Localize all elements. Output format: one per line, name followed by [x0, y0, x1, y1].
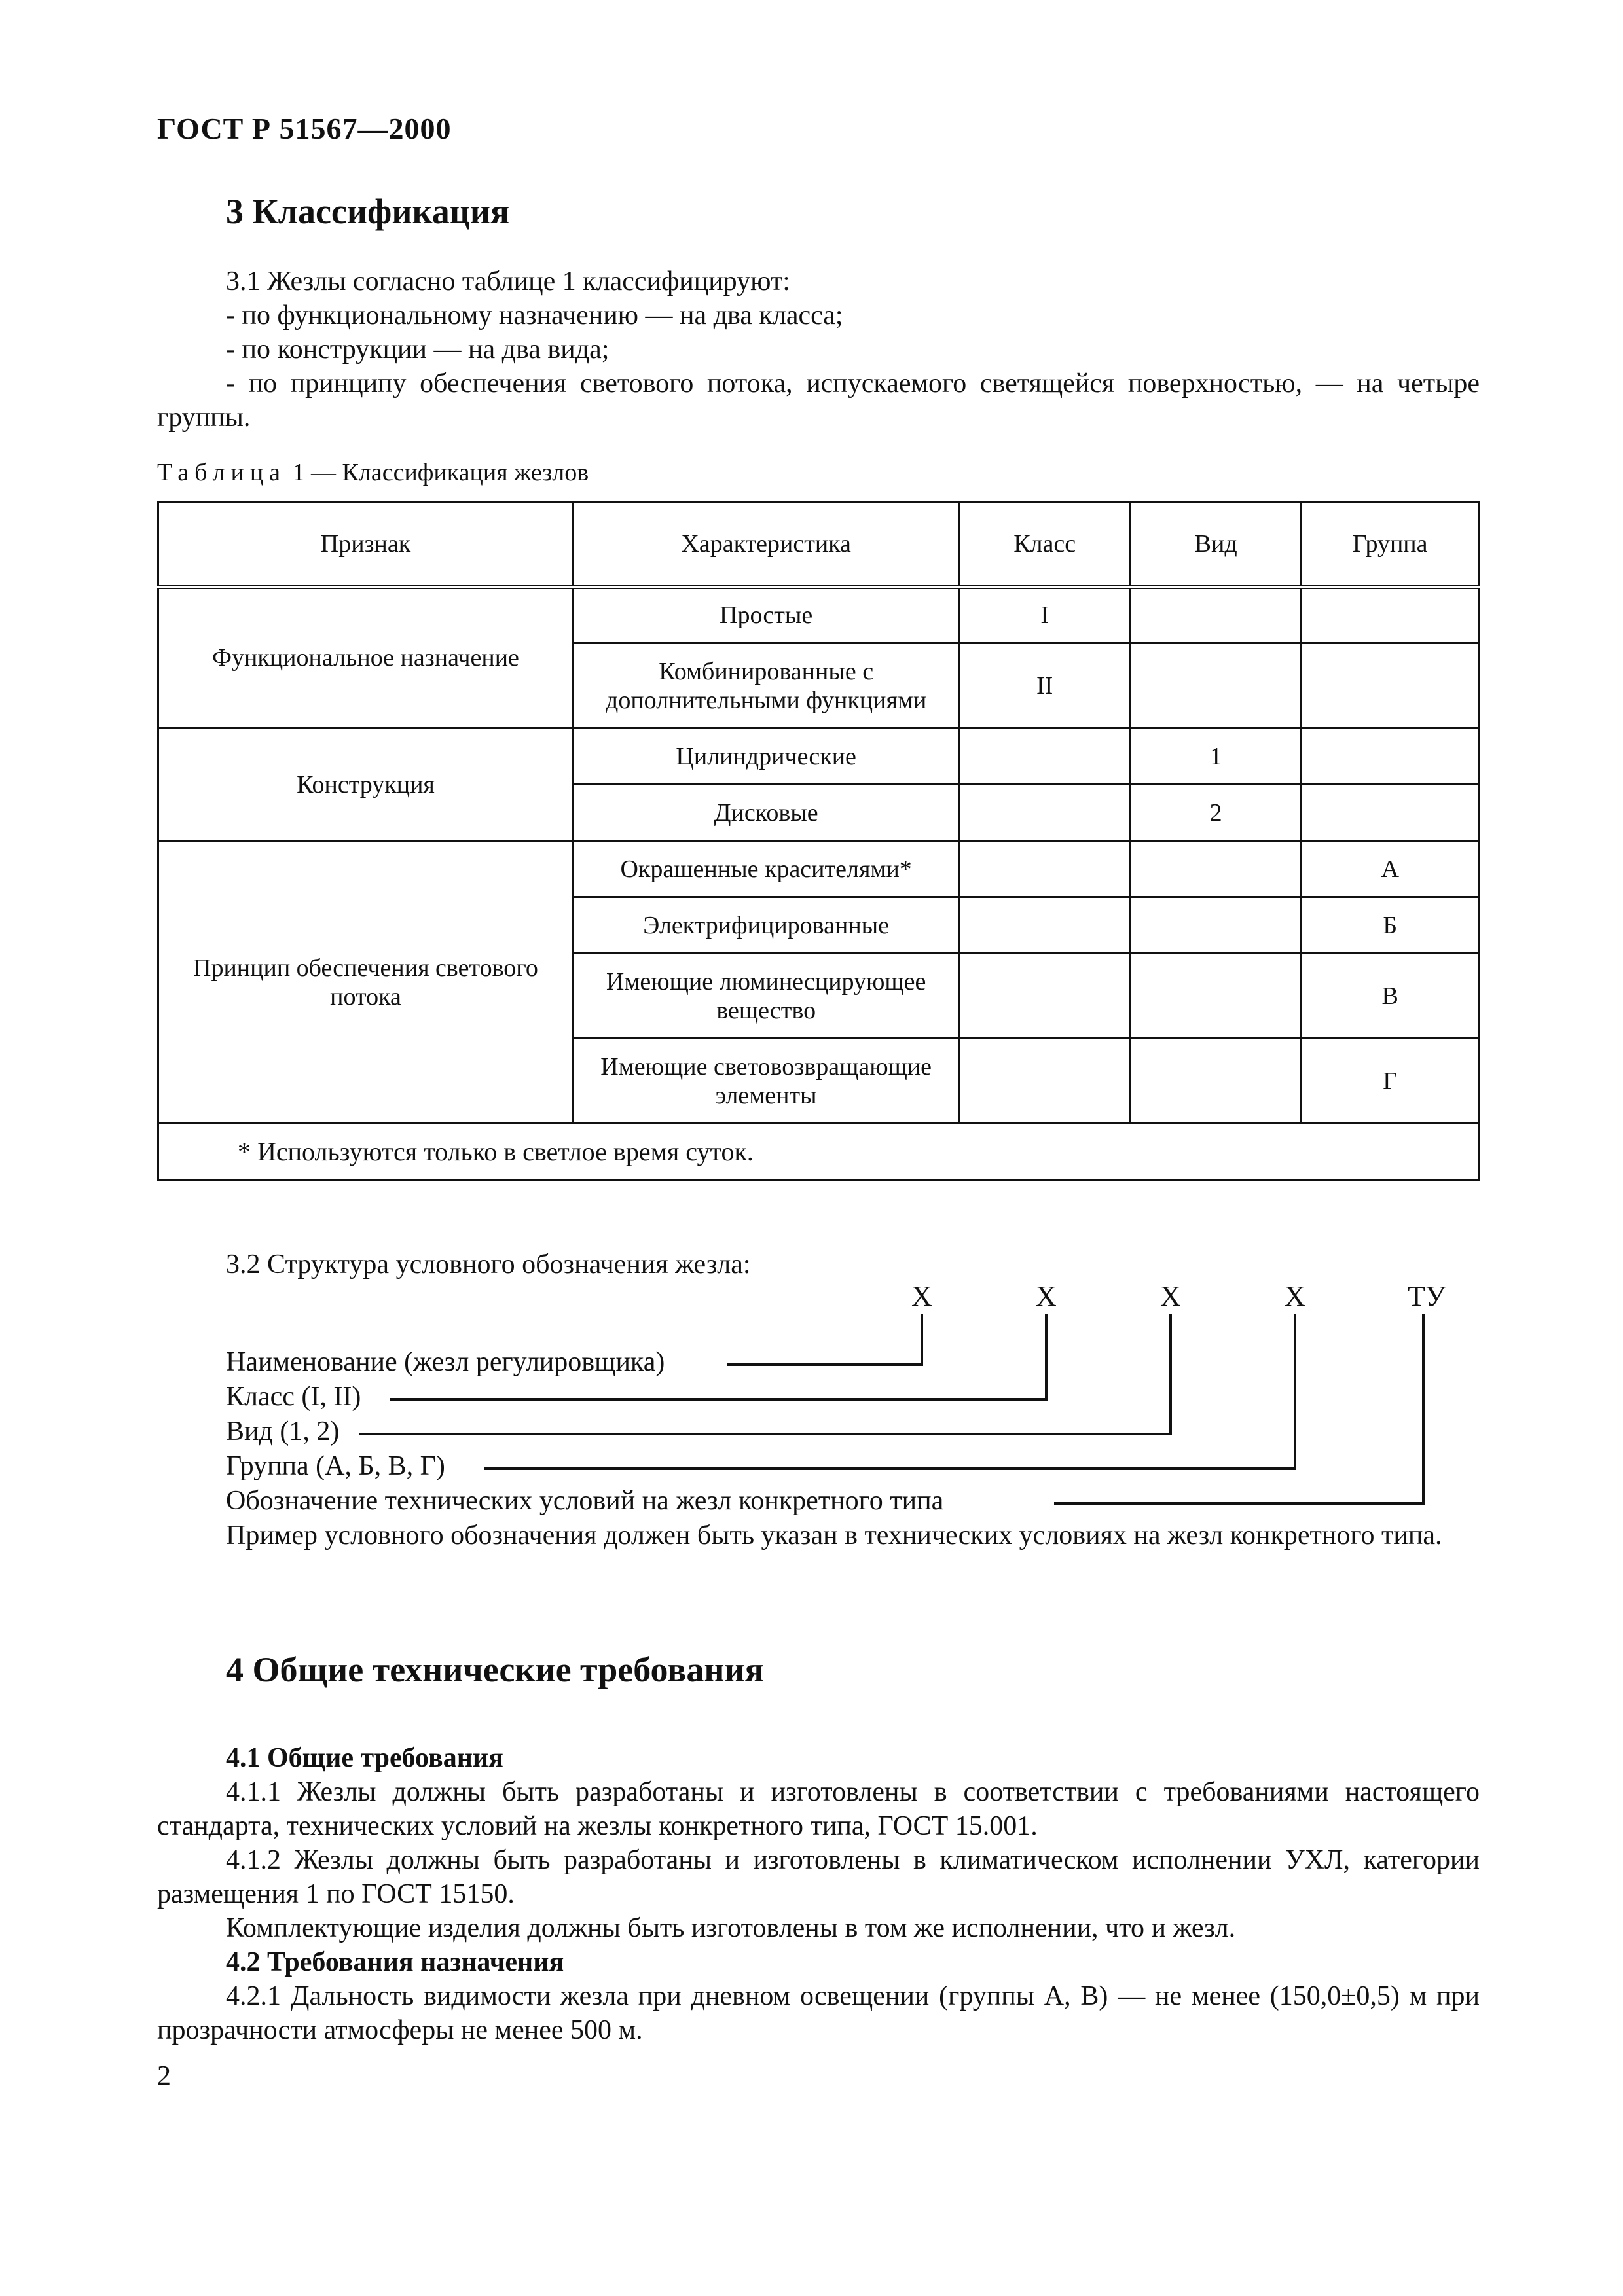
subsection-4-1-title: 4.1 Общие требования: [226, 1743, 503, 1773]
table-cell: [959, 897, 1131, 954]
scheme-letter: Х: [1036, 1280, 1057, 1312]
page-number: 2: [157, 2061, 171, 2091]
table-footnote: * Используются только в светлое время суток.: [158, 1124, 1479, 1180]
table-cell: [959, 728, 1131, 785]
table-cell: [959, 954, 1131, 1039]
table-cell: Комбинированные с дополнительными функциями: [573, 643, 958, 728]
table-cell: [1130, 587, 1301, 643]
table-cell: [1130, 954, 1301, 1039]
scheme-label: Наименование (жезл регулировщика): [226, 1347, 665, 1377]
subsection-4-2-title: 4.2 Требования назначения: [226, 1947, 564, 1977]
table-footnote-row: [158, 1124, 1479, 1180]
connector-line: [1054, 1502, 1425, 1505]
table-cell: Имеющие световозвращающие элементы: [573, 1039, 958, 1124]
paragraph-4-1-2-cont: Комплектующие изделия должны быть изготовлены в том же исполнении, что и жезл.: [226, 1913, 1236, 1943]
table-cell: Б: [1302, 897, 1479, 954]
table-cell: [1130, 841, 1301, 897]
connector-line: [390, 1398, 1048, 1401]
header-cell: Признак: [158, 502, 574, 587]
scheme-letter: Х: [1285, 1280, 1305, 1312]
table-cell: [959, 1039, 1131, 1124]
connector-line: [359, 1433, 1172, 1435]
table-cell: Окрашенные красителями*: [573, 841, 958, 897]
table-row: [158, 841, 1479, 897]
table-cell: Цилиндрические: [573, 728, 958, 785]
table-cell: Имеющие люминесцирующее вещество: [573, 954, 958, 1039]
scheme-label: Обозначение технических условий на жезл конкретного типа: [226, 1486, 944, 1516]
table-cell: 1: [1130, 728, 1301, 785]
table-header-row: [158, 502, 1479, 587]
table-cell: [1302, 643, 1479, 728]
table-cell: [1130, 1039, 1301, 1124]
table-cell: [1302, 728, 1479, 785]
connector-line: [1169, 1314, 1172, 1435]
header-cell: Вид: [1130, 502, 1301, 587]
paragraph-4-1-1: 4.1.1 Жезлы должны быть разработаны и изготовлены в соответствии с требованиями настоящего стандарта, технических условий на жезлы конкретного типа, ГОСТ 15.001.: [157, 1777, 1480, 1841]
table-cell: Простые: [573, 587, 958, 643]
group-cell-functional: Функциональное назначение: [158, 587, 574, 728]
table-cell: Электрифицированные: [573, 897, 958, 954]
group-cell-construction: Конструкция: [158, 728, 574, 841]
paragraph-3-2-example: Пример условного обозначения должен быть указан в технических условиях на жезл конкретного типа.: [226, 1520, 1442, 1551]
table-row: [158, 728, 1479, 785]
table-cell: [1130, 643, 1301, 728]
section-4-title: 4 Общие технические требования: [226, 1650, 764, 1689]
list-item: - по функциональному назначению — на два класса;: [226, 300, 843, 331]
list-item: - по принципу обеспечения светового потока, испускаемого светящейся поверхностью, — на четыре группы.: [157, 368, 1480, 433]
paragraph-4-2-1: 4.2.1 Дальность видимости жезла при дневном освещении (группы А, В) — не менее (150,0±0,5) м при прозрачности атмосферы не менее 500 м.: [157, 1981, 1480, 2045]
scheme-letter: ТУ: [1408, 1280, 1446, 1312]
table-cell: В: [1302, 954, 1479, 1039]
connector-line: [1294, 1314, 1296, 1470]
classification-table: [157, 501, 1480, 1181]
paragraph-3-2: 3.2 Структура условного обозначения жезла:: [226, 1249, 751, 1280]
scheme-letter: Х: [1160, 1280, 1181, 1312]
table-caption-label: Таблица: [157, 459, 287, 486]
table-caption: [157, 458, 589, 487]
section-3-title: 3 Классификация: [226, 192, 510, 231]
table-cell: Г: [1302, 1039, 1479, 1124]
table-row: [158, 587, 1479, 643]
table-caption-text: 1 — Классификация жезлов: [286, 459, 589, 486]
header-cell: Характеристика: [573, 502, 958, 587]
table-cell: Дисковые: [573, 785, 958, 841]
table-cell: 2: [1130, 785, 1301, 841]
header-cell: Группа: [1302, 502, 1479, 587]
table-cell: [1130, 897, 1301, 954]
table-cell: I: [959, 587, 1131, 643]
table-cell: [959, 785, 1131, 841]
table-cell: [1302, 587, 1479, 643]
paragraph-4-1-2: 4.1.2 Жезлы должны быть разработаны и изготовлены в климатическом исполнении УХЛ, категории размещения 1 по ГОСТ 15150.: [157, 1845, 1480, 1909]
list-item: - по конструкции — на два вида;: [226, 334, 610, 365]
scheme-label: Класс (I, II): [226, 1382, 361, 1412]
connector-line: [727, 1363, 923, 1366]
connector-line: [921, 1314, 923, 1366]
group-cell-principle: Принцип обеспечения светового потока: [158, 841, 574, 1124]
table-cell: [959, 841, 1131, 897]
table-cell: [1302, 785, 1479, 841]
scheme-label: Вид (1, 2): [226, 1416, 340, 1446]
connector-line: [1422, 1314, 1425, 1505]
scheme-letter: Х: [911, 1280, 932, 1312]
table-cell: II: [959, 643, 1131, 728]
scheme-label: Группа (А, Б, В, Г): [226, 1451, 445, 1481]
connector-line: [484, 1467, 1296, 1470]
connector-line: [1045, 1314, 1048, 1401]
paragraph-3-1: 3.1 Жезлы согласно таблице 1 классифицируют:: [226, 266, 790, 296]
table-cell: А: [1302, 841, 1479, 897]
document-header: ГОСТ Р 51567—2000: [157, 112, 452, 145]
header-cell: Класс: [959, 502, 1131, 587]
